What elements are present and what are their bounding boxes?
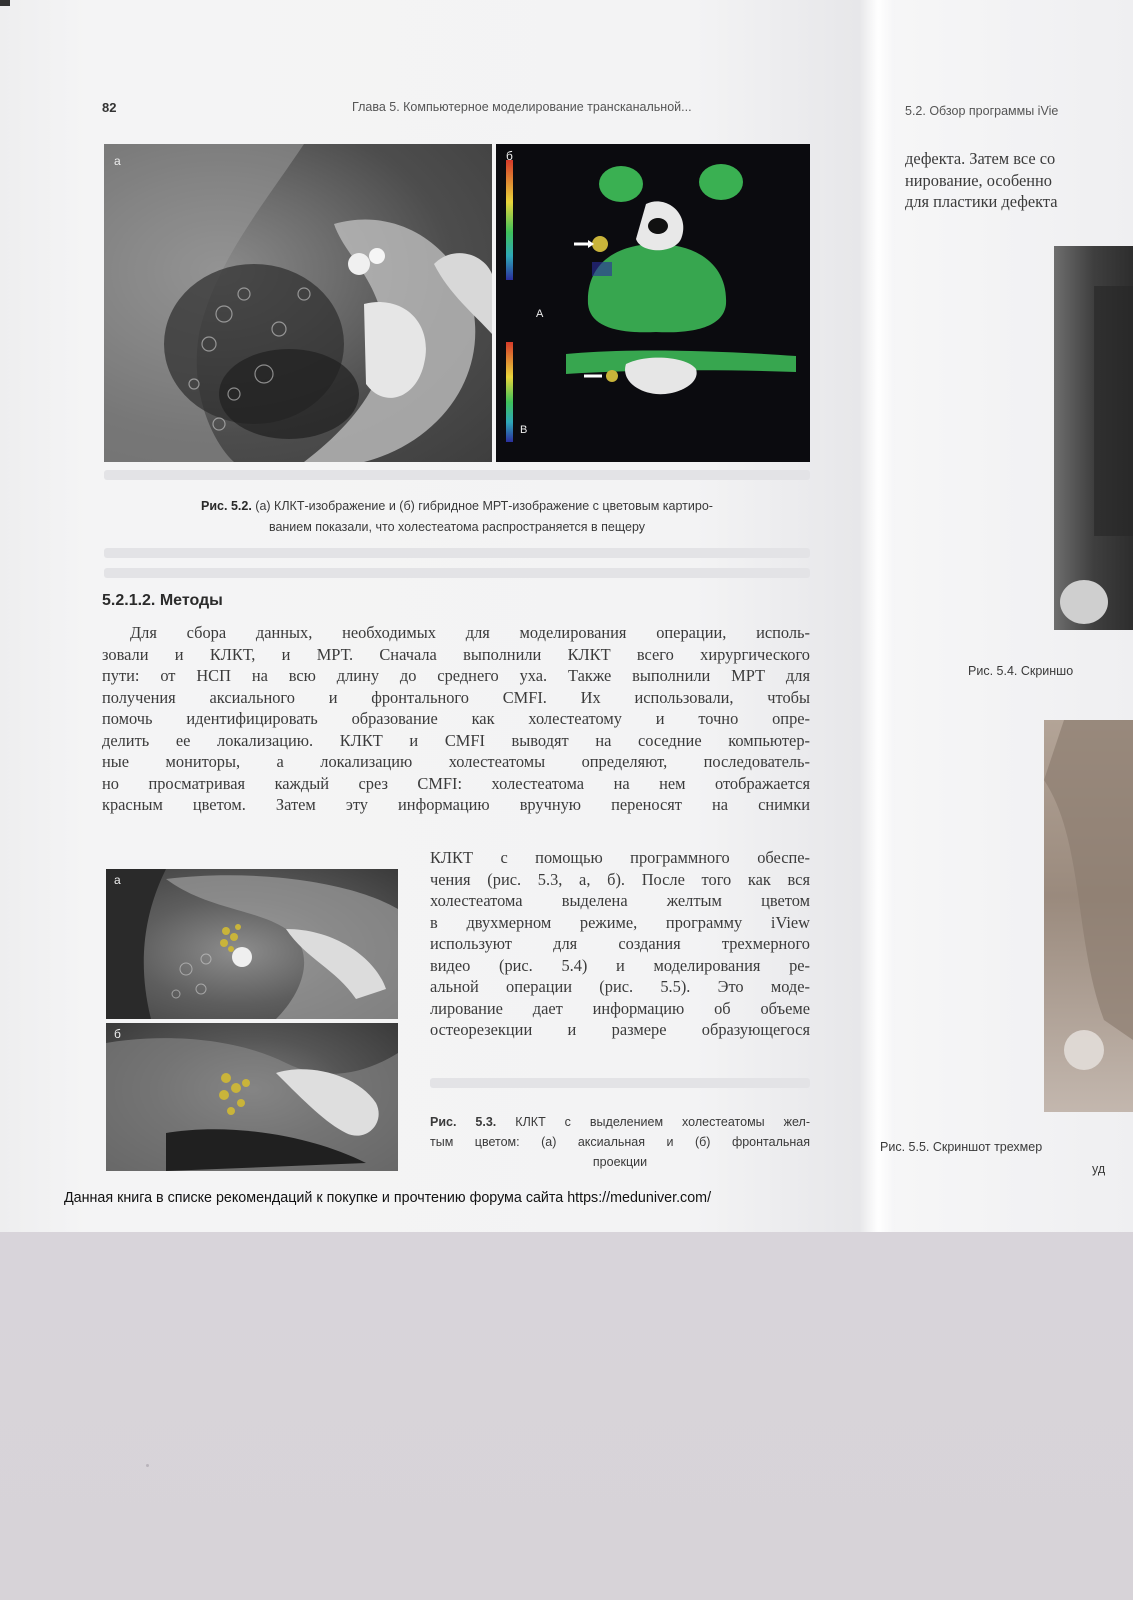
body-line: ные мониторы, а локализацию холестеатомы определяют, последователь- — [102, 752, 810, 771]
body-line: зовали и КЛКТ, и МРТ. Сначала выполнили КЛКТ всего хирургического — [102, 644, 810, 664]
faded-bleedthrough-line — [104, 470, 810, 480]
figure-5-2-caption-line-1: (а) КЛКТ-изображение и (б) гибридное МРТ-изображение с цветовым картиро- — [255, 499, 713, 513]
scan-edge-mark — [0, 0, 10, 6]
figure-5-3-label-a: а — [114, 873, 121, 887]
figure-5-3-caption-number: Рис. 5.3. — [430, 1115, 497, 1129]
figure-5-4-illustration — [1054, 246, 1133, 630]
figure-5-3-caption-line-3: проекции — [592, 1155, 648, 1169]
figure-5-2-label-b: б — [506, 149, 513, 163]
figure-5-3-label-b: б — [114, 1027, 121, 1041]
figure-5-2-caption-line-2: ванием показали, что холестеатома распространяется в пещеру — [268, 520, 646, 534]
body-line: альной операции (рис. 5.5). Это моде- — [430, 977, 810, 996]
figure-5-2-inset-label-B: B — [520, 424, 528, 436]
figure-5-2-b-mri-image — [496, 144, 810, 462]
body-line: красным цветом. Затем эту информацию вручную переносят на снимки — [102, 795, 810, 814]
figure-5-3-caption-text-1: КЛКТ с выделением холестеатомы жел- — [515, 1115, 810, 1129]
figure-5-3-b-frontal-image — [106, 1023, 398, 1171]
body-line: холестеатома выделена желтым цветом — [430, 891, 810, 910]
axial-cbct-illustration — [106, 869, 398, 1019]
figure-5-5-caption-continuation: уд — [1092, 1162, 1106, 1176]
body-line: получения аксиального и фронтального CMFI. Их использовали, чтобы — [102, 687, 810, 707]
body-line: Для сбора данных, необходимых для моделирования операции, исполь- — [130, 623, 810, 642]
body-line: остеорезекции и размере образующегося — [430, 1020, 810, 1039]
body-line: помочь идентифицировать образование как холестеатому и точно опре- — [102, 709, 810, 728]
figure-5-2-label-a: а — [114, 154, 121, 168]
right-page-line: дефекта. Затем все со — [905, 149, 1056, 168]
body-line: видео (рис. 5.4) и моделирования ре- — [430, 955, 810, 975]
right-running-title: 5.2. Обзор программы iVie — [905, 104, 1059, 118]
figure-5-3-caption-line-1 — [430, 1112, 810, 1132]
frontal-cbct-illustration — [106, 1023, 398, 1171]
figure-5-3-a-axial-image — [106, 869, 398, 1019]
paper-speck — [146, 1464, 149, 1467]
body-line: используют для создания трехмерного — [430, 934, 810, 953]
right-page-line: нирование, особенно — [905, 170, 1052, 190]
body-line: в двухмерном режиме, программу iView — [430, 912, 810, 932]
running-title: Глава 5. Компьютерное моделирование трансканальной... — [352, 100, 692, 114]
right-page-text — [905, 148, 1133, 213]
body-paragraph-wrapped — [430, 847, 810, 1041]
right-page-line: для пластики дефекта — [905, 192, 1058, 211]
figure-5-3-caption-line-2: тым цветом: (а) аксиальная и (б) фронтальная — [430, 1135, 810, 1149]
figure-5-2-a-cbct-image — [104, 144, 492, 462]
mri-color-map-illustration — [496, 144, 810, 462]
figure-5-5-illustration — [1044, 720, 1133, 1112]
body-line: КЛКТ с помощью программного обеспе- — [430, 848, 810, 867]
body-line: пути: от НСП на всю длину до среднего уха. Также выполнили МРТ для — [102, 666, 810, 685]
figure-5-2-caption-number: Рис. 5.2. — [201, 499, 252, 513]
figure-5-3-caption — [430, 1112, 810, 1172]
body-line: чения (рис. 5.3, а, б). После того как вся — [430, 869, 810, 889]
figure-5-4-caption: Рис. 5.4. Скриншо — [968, 664, 1074, 678]
page-number: 82 — [102, 100, 117, 115]
body-paragraph — [102, 622, 810, 816]
lower-background — [0, 1232, 1133, 1600]
figure-5-5-caption: Рис. 5.5. Скриншот трехмер — [880, 1140, 1043, 1154]
body-line: но просматривая каждый срез CMFI: холестеатома на нем отображается — [102, 773, 810, 793]
faded-bleedthrough-line — [104, 548, 810, 558]
section-heading: 5.2.1.2. Методы — [102, 592, 223, 609]
figure-5-2-inset-label-A: A — [536, 308, 544, 320]
figure-5-2-caption — [106, 496, 808, 538]
body-line: делить ее локализацию. КЛКТ и CMFI выводят на соседние компьютер- — [102, 730, 810, 750]
figure-5-5-image — [1044, 720, 1133, 1112]
faded-bleedthrough-line — [430, 1078, 810, 1088]
faded-bleedthrough-line — [104, 568, 810, 578]
figure-5-4-image — [1054, 246, 1133, 630]
watermark-notice: Данная книга в списке рекомендаций к покупке и прочтению форума сайта https://meduniver.com/ — [64, 1190, 712, 1206]
body-line: лирование дает информацию об объеме — [430, 998, 810, 1018]
cbct-scan-illustration — [104, 144, 492, 462]
